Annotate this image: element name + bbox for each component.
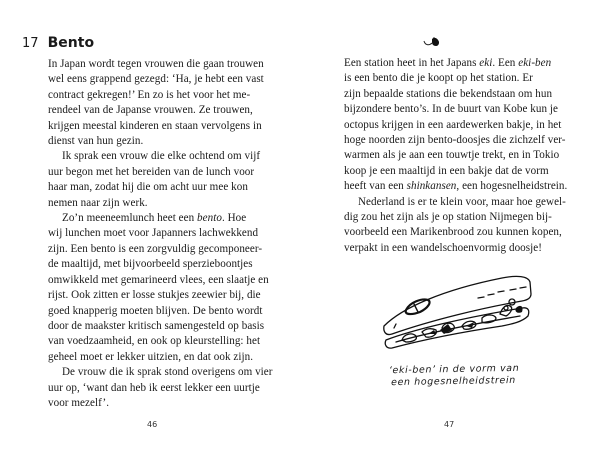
text-line [344,179,588,194]
text-fragment: Een station heet in het Japans [344,57,480,69]
text-line: van voedzaamheid, en ook op kleurstelling: het [48,335,261,348]
text-line: wij lunchen moet voor Japanners lachwekkend [48,227,259,240]
left-body-text [48,57,284,411]
text-fragment: . Hoe [221,212,247,225]
shinkansen-bento-illustration [382,268,542,350]
text-fragment: Zo’n meeneemlunch heet een [62,212,198,225]
text-line: bijzondere bento’s. In de buurt van Kobe kun je [344,103,558,116]
text-line: nemen naar zijn werk. [48,196,148,209]
caption-line: ‘eki-ben’ in de vorm van [388,362,520,377]
text-line: koop je een maaltijd in een bakje dat de vorm [344,164,549,177]
text-line: Ik sprak een vrouw die elke ochtend om vijf [62,150,261,163]
text-fragment: . Een [492,57,519,69]
text-line: contract gekregen!’ En zo is het voor het me- [48,88,251,101]
text-line: dig zou het zijn als je op station Nijmegen bij- [344,211,552,224]
caption-line: een hogesnelheidstrein [391,374,516,389]
text-fragment: heeft van een [344,180,407,193]
illustration-caption [389,363,520,389]
text-line: uur begon met het bereiden van de lunch voor [48,165,255,178]
text-line: is een bento die je koopt op het station. Er [344,72,533,85]
text-line: octopus krijgen in een aardewerken bakje, in het [344,118,562,131]
text-line: Nederland is er te klein voor, maar hoe gewel- [358,195,566,208]
text-fragment: , een hogesnelheidstrein. [456,180,568,193]
text-line: omwikkeld met gemarineerd vlees, een slaatje en [48,273,269,286]
text-line: wel eens grappend gezegd: ‘Ha, je hebt een vast [48,73,264,86]
text-line: voorbeeld een Marikenbrood zou kunnen kopen, [344,226,562,239]
chapter-number: 17 [22,36,39,51]
ink-splash-ornament-icon [423,36,441,48]
italic-term: bento [197,212,222,225]
text-line: hoge noorden zijn bento-doosjes die zichzelf ver- [344,134,566,147]
text-line: de maaltijd, met bijvoorbeeld sperzieboontjes [48,258,253,271]
text-line: verpakt in een wandelschoenvormig doosje! [344,241,542,254]
text-line [48,211,284,226]
italic-term: shinkansen [406,180,457,193]
italic-term: eki-ben [518,57,552,69]
right-page [300,0,600,450]
page-number-left: 46 [147,420,158,429]
chapter-heading [22,32,94,51]
text-line [344,56,588,71]
page-number-right: 47 [444,420,455,429]
text-line: rijst. Ook zitten er losse stukjes zeewier bij, die [48,289,261,302]
text-line: dienst van hun gezin. [48,135,144,148]
right-body-text [344,56,588,256]
text-line: uur op, ‘want dan heb ik eerst lekker een uurtje [48,381,260,394]
text-line: goed knapperig moeten blijven. De bento wordt [48,304,263,317]
chapter-title: Bento [47,35,95,51]
text-line: geheel moet er lekker uitzien, en dat ook zijn. [48,350,254,363]
text-line: haar man, zodat hij die om acht uur mee kon [48,181,248,194]
text-line: zijn bepaalde stations die bekendstaan om hun [344,87,553,100]
text-line: In Japan wordt tegen vrouwen die gaan trouwen [48,58,264,70]
text-line: De vrouw die ik sprak stond overigens om vier [62,366,273,379]
text-line: krijgen meestal kinderen en staan vervolgens in [48,119,262,132]
text-line: rendeel van de Japanse vrouwen. Ze trouwen, [48,104,253,117]
text-line: zijn. Een bento is een zorgvuldig gecomponeer- [48,242,263,255]
italic-term: eki [479,57,493,69]
text-line: warmen als je aan een touwtje trekt, en in Tokio [344,149,560,162]
text-line: voor mezelf’. [48,396,110,409]
text-line: door de maakster kritisch samengesteld op basis [48,319,265,332]
